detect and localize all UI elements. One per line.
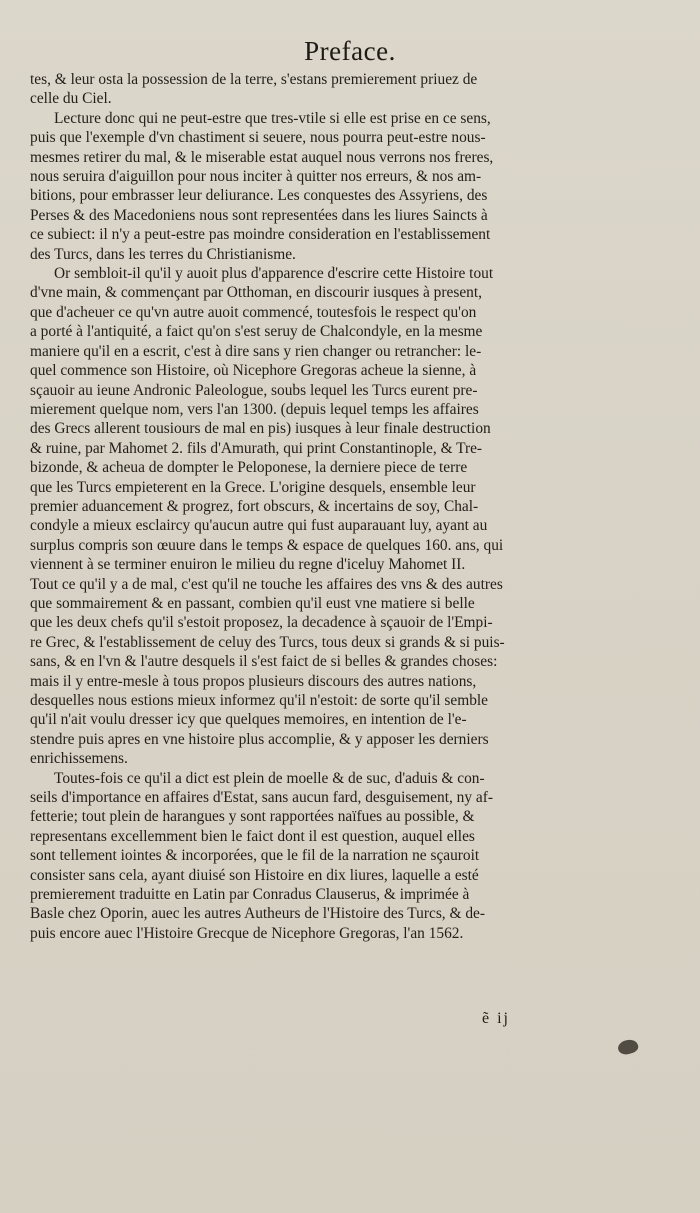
text-line: que les Turcs empieterent en la Grece. L'origine desquels, ensemble leur <box>30 478 476 496</box>
text-line: des Grecs allerent tousiours de mal en pis) iusques à leur finale destruction <box>30 420 491 438</box>
text-line: desquelles nous estions mieux informez qu'il n'estoit: de sorte qu'il semble <box>30 692 488 709</box>
body-text <box>30 70 560 943</box>
text-line: premierement traduitte en Latin par Conradus Clauserus, & imprimée à <box>30 886 470 904</box>
text-line: sans, & en l'vn & l'autre desquels il s'est faict de si belles & grandes choses: <box>30 653 498 671</box>
text-line: seils d'importance en affaires d'Estat, sans aucun fard, desguisement, ny af- <box>30 789 493 807</box>
paragraph-start-line: Lecture donc qui ne peut-estre que tres-vtile si elle est prise en ce sens, <box>54 109 491 127</box>
text-line: condyle a mieux esclaircy qu'aucun autre qui fust auparauant luy, ayant au <box>30 517 488 535</box>
text-line: qu'il n'ait voulu dresser icy que quelques memoires, en intention de l'e- <box>30 711 467 729</box>
paragraph-start-line: Or sembloit-il qu'il y auoit plus d'apparence d'escrire cette Histoire tout <box>54 265 494 283</box>
text-line: re Grec, & l'establissement de celuy des Turcs, tous deux si grands & si puis- <box>30 633 505 651</box>
text-line: & ruine, par Mahomet 2. fils d'Amurath, qui print Constantinople, & Tre- <box>30 439 483 457</box>
text-line: celle du Ciel. <box>30 90 112 108</box>
text-line: viennent à se terminer enuiron le milieu du regne d'iceluy Mahomet II. <box>30 556 466 574</box>
text-line: premier aduancement & progrez, fort obscurs, & incertains de soy, Chal- <box>30 497 479 515</box>
text-line: que les deux chefs qu'il s'estoit proposez, la decadence à sçauoir de l'Empi- <box>30 614 493 632</box>
paragraph-start-line: Toutes-fois ce qu'il a dict est plein de moelle & de suc, d'aduis & con- <box>54 769 485 787</box>
text-line: que sommairement & en passant, combien qu'il eust vne matiere si belle <box>30 594 475 612</box>
ink-blot <box>616 1037 639 1056</box>
text-line: stendre puis apres en vne histoire plus accomplie, & y apposer les derniers <box>30 730 489 748</box>
text-line: Tout ce qu'il y a de mal, c'est qu'il ne touche les affaires des vns & des autres <box>30 575 503 593</box>
text-line: sont tellement iointes & incorporées, que le fil de la narration ne sçauroit <box>30 847 480 865</box>
signature-mark: ẽ ij <box>482 1010 510 1027</box>
text-line: Perses & des Macedoniens nous sont representées dans les liures Saincts à <box>30 206 488 224</box>
text-line: bizonde, & acheua de dompter le Peloponese, la derniere piece de terre <box>30 459 468 477</box>
text-line: mierement quelque nom, vers l'an 1300. (depuis lequel temps les affaires <box>30 400 479 418</box>
running-head: Preface. <box>304 36 396 66</box>
text-line: des Turcs, dans les terres du Christianisme. <box>30 245 296 263</box>
text-line: sçauoir au ieune Andronic Paleologue, soubs lequel les Turcs eurent pre- <box>30 381 478 399</box>
text-line: d'vne main, & commençant par Otthoman, en discourir iusques à present, <box>30 284 482 302</box>
text-line: surplus compris son œuure dans le temps & espace de quelques 160. ans, qui <box>30 536 504 554</box>
text-line: mesmes retirer du mal, & le miserable estat auquel nous verrons nos freres, <box>30 148 494 166</box>
text-line: mais il y entre-mesle à tous propos plusieurs discours des autres nations, <box>30 672 477 690</box>
text-line: ce subiect: il n'y a peut-estre pas moindre consideration en l'establissement <box>30 226 491 244</box>
text-line: que d'acheuer ce qu'vn autre auoit commencé, toutesfois le respect qu'on <box>30 303 477 321</box>
text-line: nous seruira d'aiguillon pour nous inciter à quitter nos erreurs, & nos am- <box>30 168 482 186</box>
text-line: consister sans cela, ayant diuisé son Histoire en dix liures, laquelle a esté <box>30 866 479 884</box>
text-line: quel commence son Histoire, où Nicephore Gregoras acheue la sienne, à <box>30 362 477 380</box>
text-line: representans excellemment bien le faict dont il est question, auquel elles <box>30 827 475 845</box>
text-line: puis que l'exemple d'vn chastiment si seuere, nous pourra peut-estre nous- <box>30 129 486 147</box>
text-line: Basle chez Oporin, auec les autres Autheurs de l'Histoire des Turcs, & de- <box>30 905 485 923</box>
text-line: maniere qu'il en a escrit, c'est à dire sans y rien changer ou retrancher: le- <box>30 342 482 360</box>
text-line: puis encore auec l'Histoire Grecque de Nicephore Gregoras, l'an 1562. <box>30 924 464 942</box>
text-line: fetterie; tout plein de harangues y sont rapportées naïfues au possible, & <box>30 808 475 826</box>
text-line: tes, & leur osta la possession de la terre, s'estans premierement priuez de <box>30 71 478 88</box>
text-line: bitions, pour embrasser leur deliurance. Les conquestes des Assyriens, des <box>30 187 488 205</box>
text-line: a porté à l'antiquité, a faict qu'on s'est seruy de Chalcondyle, en la mesme <box>30 323 483 341</box>
text-line: enrichissemens. <box>30 750 128 768</box>
